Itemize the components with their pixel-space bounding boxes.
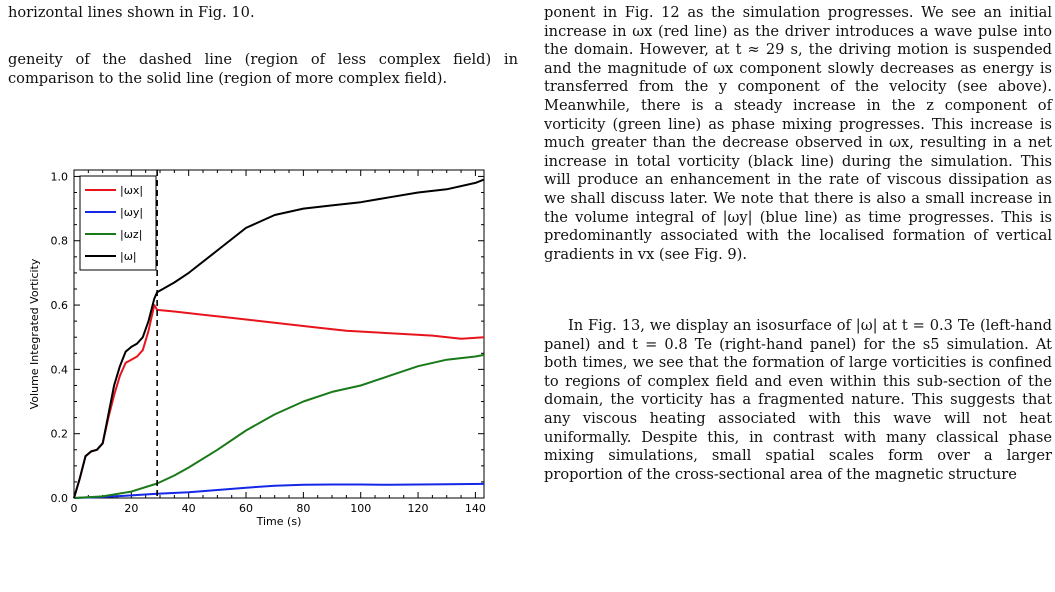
x-tick-label: 120 [407,502,429,515]
y-tick-label: 0.8 [50,234,68,248]
series-line [74,355,484,498]
right-column [540,0,1052,589]
right-paragraph-1: ponent in Fig. 12 as the simulation progresses. We see an initial increase in ωx (red line) as the driver introduces a wave pulse into the domain. However, at t ≈ 29 s, the driving motion is suspended and the magnitude of ωx component slowly decreases as energy is transferred from the y component of the velocity (see above). Meanwhile, there is a steady increase in the z component of vorticity (green line) as phase mixing progresses. This increase is much greater than the decrease observed in ωx, resulting in a net increase in total vorticity (black line) during the simulation. This will produce an enhancement in the rate of viscous dissipation as we shall discuss later. We note that there is also a small increase in the volume integral of |ωy| (blue line) as time progresses. This is predominantly associated with the localised formation of vertical gradients in vx (see Fig. 9). [544,4,1052,263]
left-text-line: horizontal lines shown in Fig. 10. [8,4,255,21]
legend-label: |ωx| [120,184,144,197]
y-tick-label: 0.4 [50,363,68,377]
series-line [74,305,484,498]
legend-label: |ωy| [120,206,144,219]
x-tick-label: 40 [181,502,196,515]
y-tick-label: 0.0 [50,492,68,505]
vorticity-chart [20,168,500,588]
x-tick-label: 140 [464,502,486,515]
x-tick-label: 100 [350,502,372,515]
y-tick-label: 0.2 [50,427,68,441]
x-tick-label: 80 [296,502,311,515]
y-tick-label: 1.0 [50,170,68,184]
left-column [0,0,520,589]
right-paragraph-2: In Fig. 13, we display an isosurface of |ω| at t = 0.3 Te (left-hand panel) and t = 0.8 Te (right-hand panel) for the s5 simulation. At both times, we see that the formation of large vorticities is confined to regions of complex field and even within this sub-section of the domain, the vorticity has a fragmented nature. This suggests that any viscous heating associated with this wave will not heat uniformally. Despite this, in contrast with many classical phase mixing simulations, small spatial scales form over a larger proportion of the cross-sectional area of the magnetic structure [544,317,1052,483]
left-paragraph: geneity of the dashed line (region of less complex field) in comparison to the solid line (region of more complex field). [8,51,518,87]
x-tick-label: 20 [124,502,139,515]
x-tick-label: 60 [239,502,254,515]
y-tick-label: 0.6 [50,299,68,313]
vorticity-figure [20,168,500,592]
legend-label: |ω| [120,250,137,263]
legend-label: |ωz| [120,228,143,241]
x-axis-label: Time (s) [256,515,302,528]
x-tick-label: 0 [70,502,78,515]
y-axis-label: Volume Integrated Vorticity [28,258,41,410]
